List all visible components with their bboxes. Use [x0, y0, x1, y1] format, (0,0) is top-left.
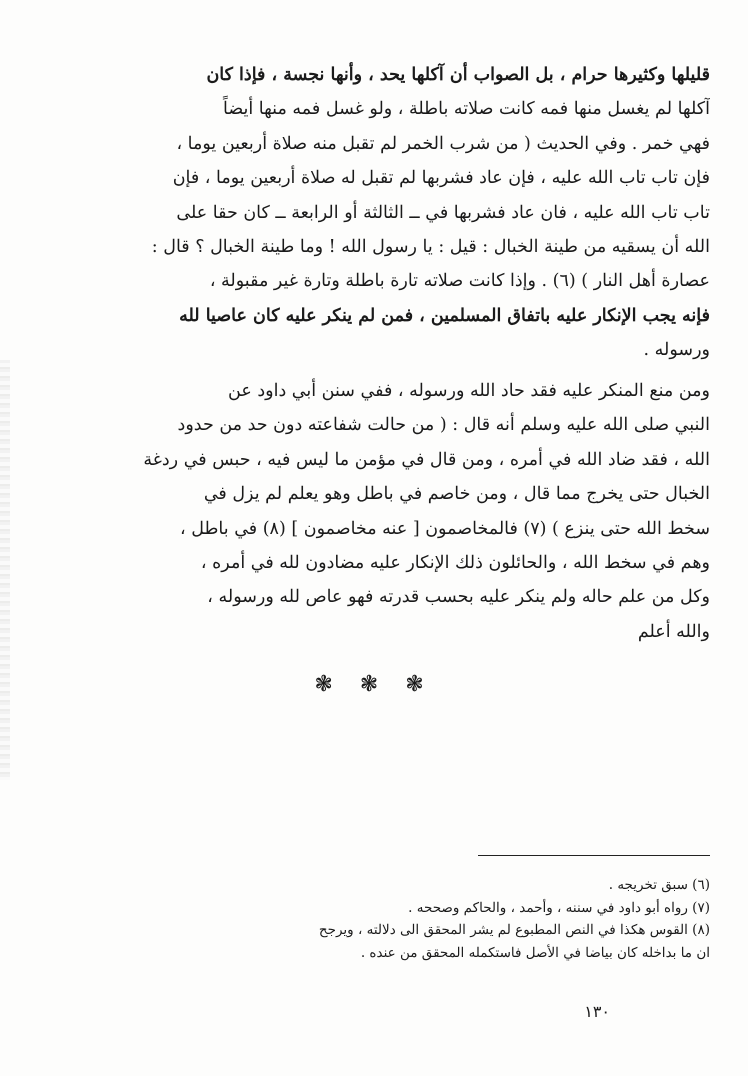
text-line: النبي صلى الله عليه وسلم أنه قال : ( من حالت شفاعته دون حد من حدود: [177, 415, 710, 436]
paragraph-2: [96, 374, 710, 649]
footnote-separator: [478, 855, 710, 856]
text-line: والله أعلم: [637, 621, 710, 642]
text-line: عصارة أهل النار ) (٦) . وإذا كانت صلاته تارة باطلة وتارة غير مقبولة ،: [209, 271, 710, 292]
text-line: الله أن يسقيه من طينة الخبال : قيل : يا رسول الله ! وما طينة الخبال ؟ قال :: [151, 236, 710, 257]
text-line: وكل من علم حاله ولم ينكر عليه بحسب قدرته فهو عاص لله ورسوله ،: [207, 587, 710, 608]
text-line: ومن منع المنكر عليه فقد حاد الله ورسوله ، ففي سنن أبي داود عن: [228, 381, 710, 401]
text-line: فإن تاب تاب الله عليه ، فإن عاد فشربها لم تقبل له صلاة أربعين يوما ، فإن: [172, 168, 710, 189]
footnote: (٦) سبق تخريجه .: [608, 877, 710, 893]
text-line: فإنه يجب الإنكار عليه باتفاق المسلمين ، فمن لم ينكر عليه كان عاصيا لله: [179, 305, 710, 326]
text-line: فهي خمر . وفي الحديث ( من شرب الخمر لم تقبل منه صلاة أربعين يوما ،: [176, 133, 710, 154]
scan-edge-artifact: [0, 360, 10, 780]
text-line: سخط الله حتى ينزع ) (٧) فالمخاصمون [ عنه مخاصمون ] (٨) في باطل ،: [180, 518, 710, 539]
text-line: الخبال حتى يخرج مما قال ، ومن خاصم في باطل وهو يعلم لم يزل في: [203, 484, 710, 505]
footnotes: [70, 874, 710, 964]
text-line: الله ، فقد ضاد الله في أمره ، ومن قال في مؤمن ما ليس فيه ، حبس في ردغة: [143, 449, 710, 470]
section-divider-ornament: ❃ ❃ ❃: [314, 672, 434, 697]
footnote: ان ما بداخله كان بياضا في الأصل فاستكمله المحقق من عنده .: [360, 944, 710, 961]
text-line: آكلها لم يغسل منها فمه كانت صلاته باطلة ، ولو غسل فمه منها أيضاً: [222, 99, 710, 120]
text-line: ورسوله .: [643, 340, 710, 361]
paragraph-1: [96, 58, 710, 368]
footnote: (٧) رواه أبو داود في سننه ، وأحمد ، والحاكم وصححه .: [408, 899, 710, 916]
page-number: ١٣٠: [584, 1002, 610, 1021]
text-line: قليلها وكثيرها حرام ، بل الصواب أن آكلها يحد ، وأنها نجسة ، فإذا كان: [206, 65, 710, 85]
text-line: وهم في سخط الله ، والحائلون ذلك الإنكار عليه مضادون لله في أمره ،: [200, 552, 710, 573]
text-line: تاب تاب الله عليه ، فان عاد فشربها في ــ الثالثة أو الرابعة ــ كان حقا على: [176, 202, 710, 223]
footnote: (٨) القوس هكذا في النص المطبوع لم يشر المحقق الى دلالته ، ويرجح: [318, 922, 710, 938]
